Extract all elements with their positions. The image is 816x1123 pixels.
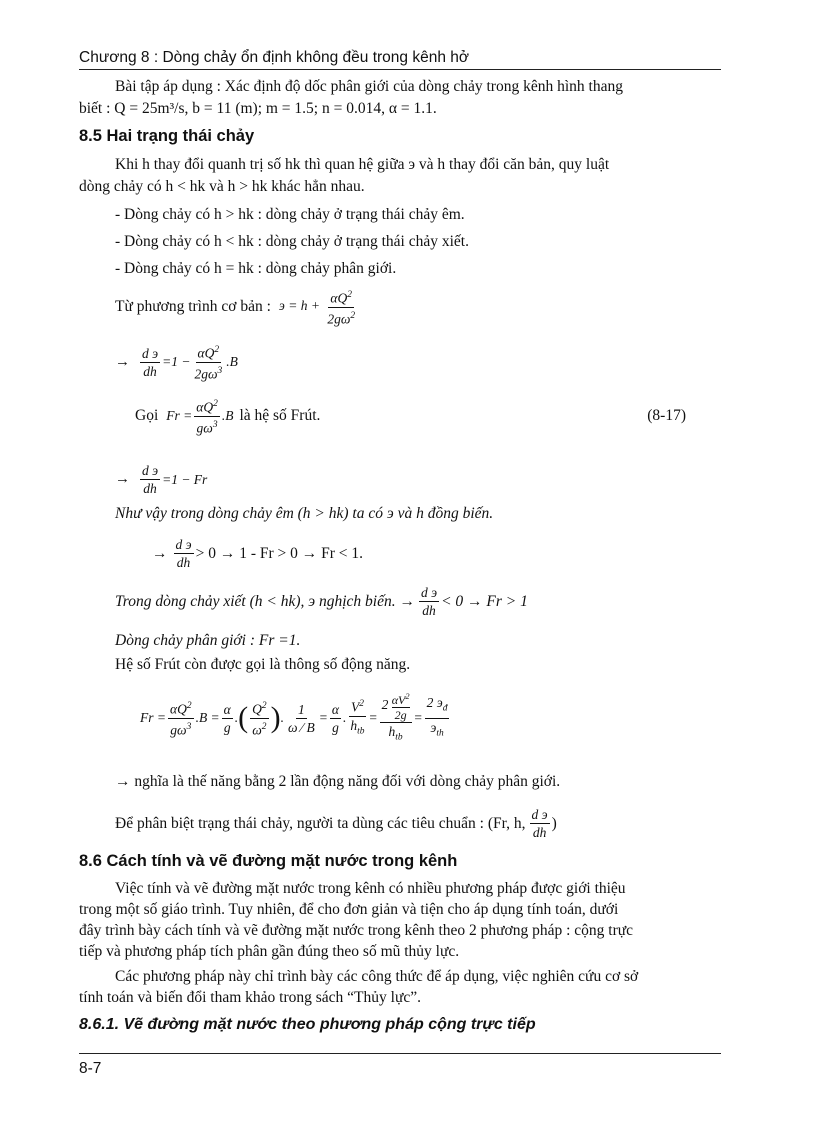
bullet-critical: - Dòng chảy có h = hk : dòng chảy phân giới. xyxy=(115,260,397,277)
derivative-equation-1: → $\frac{\text{d э}}{dh}$ =1 − $\frac{\alpha Q^2}{2g\omega^3}$ .B xyxy=(115,342,238,382)
basic-equation-row xyxy=(115,287,359,327)
derivative-equation-2: → $\frac{\text{d э}}{dh}$ =1 − Fr xyxy=(115,463,208,496)
footer-rule xyxy=(79,1053,721,1054)
calm-flow-line: Như vậy trong dòng chảy êm (h > hk) ta có э và h đồng biến. xyxy=(115,505,494,522)
basic-equation: э = h + $\frac{\alpha Q^2}{2g\omega^2}$ xyxy=(279,287,359,327)
froude-definition-row: Gọi Fr = $\frac{\alpha Q^2}{g\omega^3}$ .B là hệ số Frút. (8-17) xyxy=(135,396,721,436)
page-number: 8-7 xyxy=(79,1060,102,1077)
section-title-8-6: 8.6 Cách tính và vẽ đường mặt nước trong kênh xyxy=(79,852,458,870)
meaning-line: → nghĩa là thế năng bằng 2 lần động năng đối với dòng chảy phân giới. xyxy=(115,773,561,790)
running-header: Chương 8 : Dòng chảy ổn định không đều trong kênh hở xyxy=(79,49,470,66)
calm-flow-result: > 0 → 1 - Fr > 0 → Fr < 1. xyxy=(195,544,364,562)
exercise-line-2: biết : Q = 25m³/s, b = 11 (m); m = 1.5; n = 0.014, α = 1.1. xyxy=(79,100,437,117)
para1-line-4: tiếp và phương pháp tích phân gần đúng theo số mũ thủy lực. xyxy=(79,943,460,960)
para1-line-2: trong một số giáo trình. Tuy nhiên, để cho đơn giản và tiện cho áp dụng tính toán, dưới xyxy=(79,901,619,918)
bullet-calm: - Dòng chảy có h > hk : dòng chảy ở trạng thái chảy êm. xyxy=(115,206,465,223)
rapid-flow-result: < 0 → Fr > 1 xyxy=(441,592,528,610)
rapid-flow-text: Trong dòng chảy xiết (h < hk), э nghịch biến. → xyxy=(115,592,415,610)
header-rule xyxy=(79,69,721,70)
intro-line-1 xyxy=(115,156,721,174)
calm-flow-result-row: → $\frac{\text{d э}}{dh}$ > 0 → 1 - Fr > 0 → Fr < 1. xyxy=(152,537,364,570)
criteria-row: Để phân biệt trạng thái chảy, người ta dùng các tiêu chuẩn : (Fr, h, $\frac{\text{d э}}{dh}$ ) xyxy=(115,807,557,840)
subsection-title-8-6-1: 8.6.1. Vẽ đường mặt nước theo phương pháp cộng trực tiếp xyxy=(79,1016,536,1033)
bullet-rapid: - Dòng chảy có h < hk : dòng chảy ở trạng thái chảy xiết. xyxy=(115,233,469,250)
intro-line-2: dòng chảy có h < hk và h > hk khác hẳn nhau. xyxy=(79,178,365,195)
para2-line-1: Các phương pháp này chỉ trình bày các công thức để áp dụng, việc nghiên cứu cơ sở xyxy=(115,968,639,985)
equation-number: (8-17) xyxy=(647,407,686,424)
froude-expanded-equation: Fr = $\frac{\alpha Q^2}{g\omega^3}$ .B = $\frac{\alpha}{g}$ . ( $\frac{Q^2}{\omega^2}$ ) . $\frac{1}{\omega ⁄ B}$ = $\frac{\alpha}{g}$ . $\frac{V^2}{h_{tb}}$ = 2 $\frac{\alpha V^2}{2g}$ $h_{tb}$ = $\frac{2 э_đ}{э_{th}}$ xyxy=(140,692,448,743)
froude-alias-line: Hệ số Frút còn được gọi là thông số động năng. xyxy=(115,656,411,673)
intro-text-1: Khi h thay đổi quanh trị số hk thì quan hệ giữa э và h thay đổi căn bản, quy luật xyxy=(115,156,610,173)
criteria-text: Để phân biệt trạng thái chảy, người ta dùng các tiêu chuẩn : (Fr, h, xyxy=(115,814,526,832)
section-title-8-5: 8.5 Hai trạng thái chảy xyxy=(79,127,255,145)
froude-def-text: là hệ số Frút. xyxy=(239,407,321,424)
rapid-flow-row: Trong dòng chảy xiết (h < hk), э nghịch biến. → $\frac{\text{d э}}{dh}$ < 0 → Fr > 1 xyxy=(115,585,528,618)
critical-flow-line: Dòng chảy phân giới : Fr =1. xyxy=(115,632,301,649)
goi-label: Gọi xyxy=(135,407,159,424)
exercise-line-1: Bài tập áp dụng : Xác định độ dốc phân giới của dòng chảy trong kênh hình thang xyxy=(115,78,623,95)
para1-line-1: Việc tính và vẽ đường mặt nước trong kênh có nhiều phương pháp được giới thiệu xyxy=(115,880,626,897)
para1-line-3: đây trình bày cách tính và vẽ đường mặt nước trong kênh theo 2 phương pháp : cộng trực xyxy=(79,922,634,939)
basic-eq-label: Từ phương trình cơ bản : xyxy=(115,298,271,315)
para2-line-2: tính toán và biến đổi tham khảo trong sách “Thủy lực”. xyxy=(79,989,421,1006)
